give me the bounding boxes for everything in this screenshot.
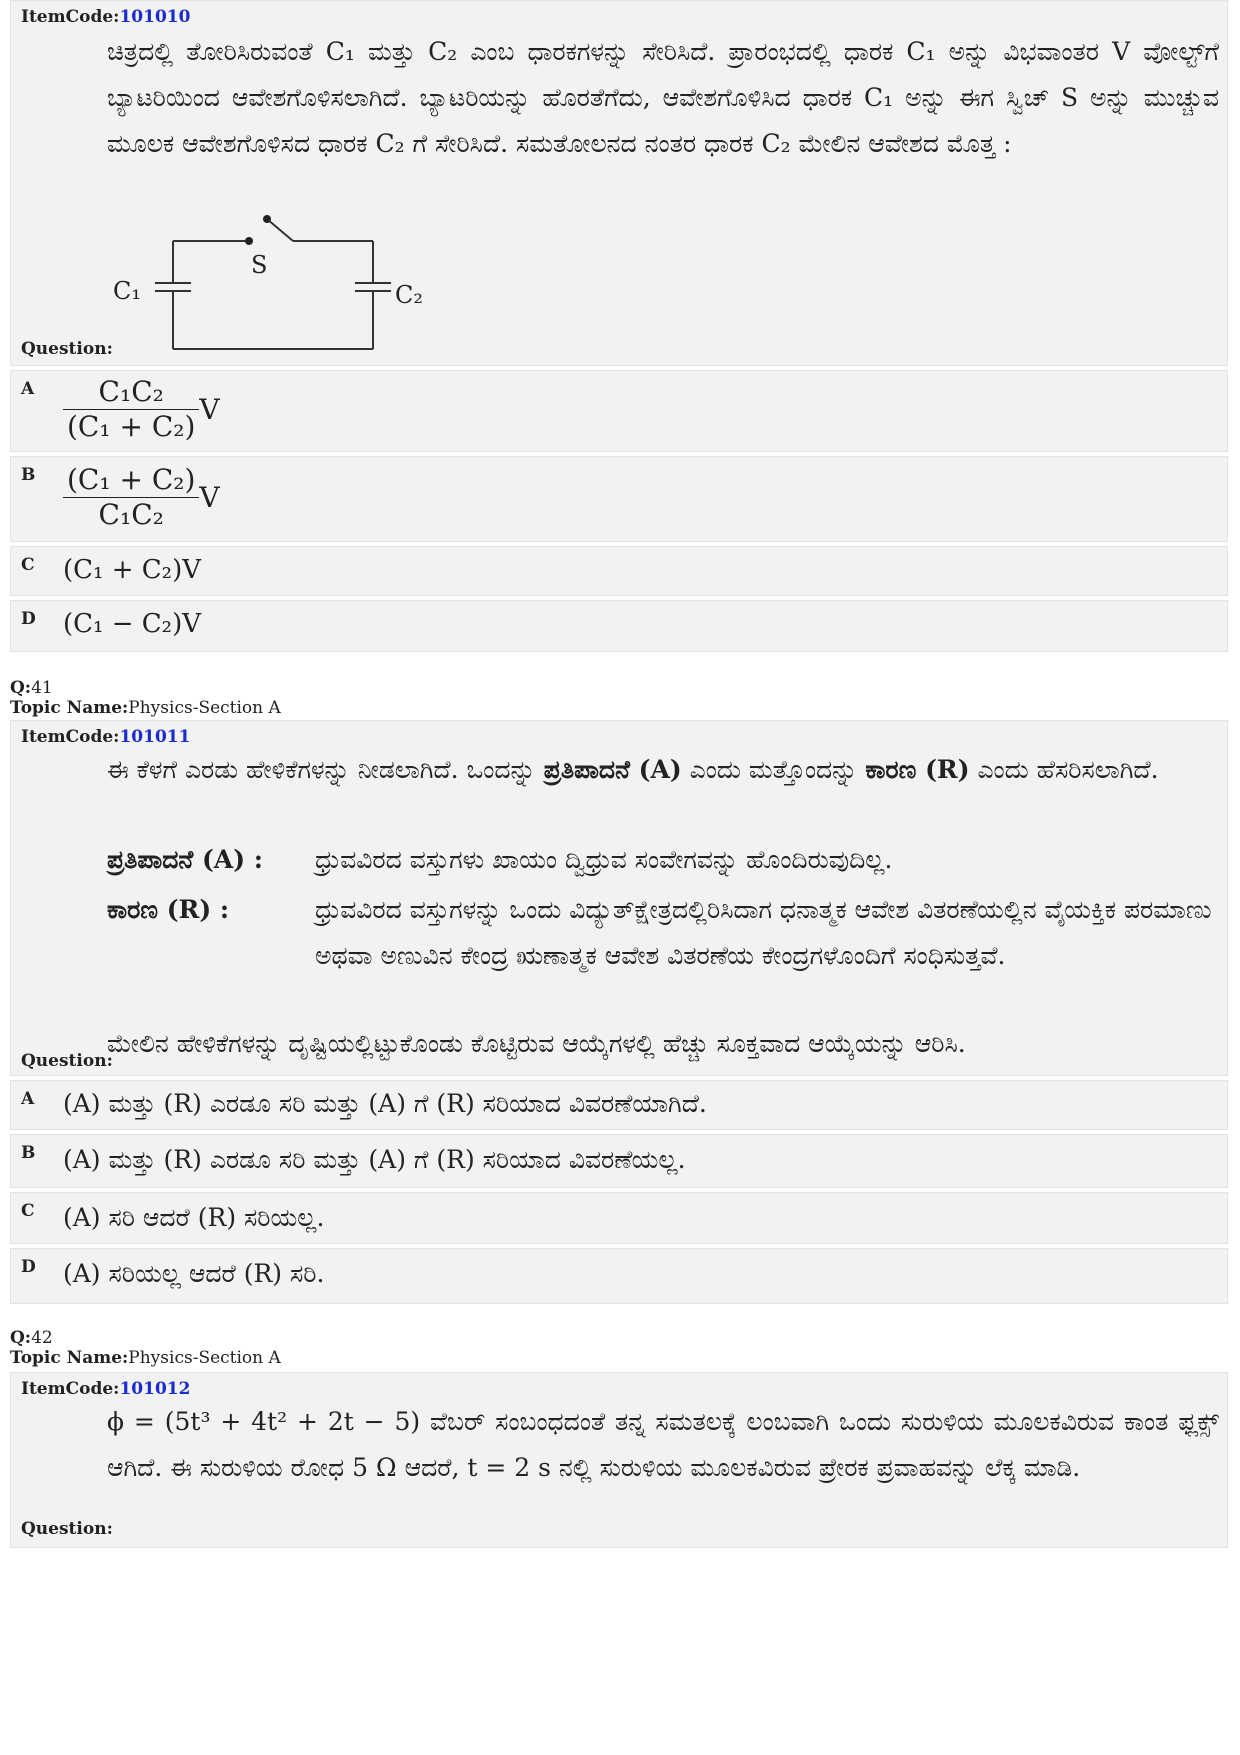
q40-option-d[interactable]	[10, 600, 1228, 652]
topic-name: Physics-Section A	[128, 698, 281, 718]
option-text: (A) ಮತ್ತು (R) ಎರಡೂ ಸರಿ ಮತ್ತು (A) ಗೆ (R) ಸರಿಯಾದ ವಿವರಣೆಯಲ್ಲ.	[63, 1145, 686, 1174]
denominator: (C₁ + C₂)	[67, 410, 196, 443]
option-letter: A	[21, 379, 35, 399]
q-number: 42	[31, 1328, 53, 1348]
q41-option-c[interactable]	[10, 1192, 1228, 1244]
option-text	[63, 375, 220, 444]
option-letter: B	[21, 465, 36, 485]
q40-item-code	[21, 7, 190, 27]
q-number: 41	[31, 678, 53, 698]
q41-prompt	[107, 1021, 1219, 1067]
q42-topic	[10, 1348, 281, 1368]
numerator: (C₁ + C₂)	[63, 463, 199, 498]
switch-contact-left	[245, 237, 253, 245]
q42-number	[10, 1328, 281, 1348]
topic-label: Topic Name:	[10, 698, 129, 718]
q41-prompt-text: ಮೇಲಿನ ಹೇಳಿಕೆಗಳನ್ನು ದೃಷ್ಟಿಯಲ್ಲಿಟ್ಟುಕೊಂಡು ಕೊಟ್ಟಿರುವ ಆಯ್ಕೆಗಳಲ್ಲಿ ಹೆಚ್ಚು ಸೂಕ್ತವಾದ ಆಯ್ಕೆಯನ್ನು ಆರಿಸಿ.	[107, 1029, 966, 1058]
option-letter: D	[21, 609, 36, 629]
switch-blade	[267, 219, 293, 241]
reason-text: ಧ್ರುವವಿರದ ವಸ್ತುಗಳನ್ನು ಒಂದು ವಿದ್ಯುತ್‌ಕ್ಷೇತ್ರದಲ್ಲಿರಿಸಿದಾಗ ಧನಾತ್ಮಕ ಆವೇಶ ವಿತರಣೆಯಲ್ಲಿನ ವೈಯಕ್ತಿಕ ಪರಮಾಣು ಅಥವಾ ಅಣುವಿನ ಕೇಂದ್ರ ಋಣಾತ್ಮಕ ಆವೇಶ ವಿತರಣೆಯ ಕೇಂದ್ರಗಳೊಂದಿಗೆ ಸಂಧಿಸುತ್ತವೆ.	[315, 895, 1212, 970]
q41-number	[10, 678, 281, 698]
q41-intro	[107, 747, 1219, 793]
c1-label: C₁	[113, 277, 141, 305]
q40-question-label: Question:	[21, 339, 113, 359]
q41-option-b[interactable]	[10, 1134, 1228, 1188]
option-letter: B	[21, 1143, 36, 1163]
q41-option-a[interactable]	[10, 1080, 1228, 1130]
q41-intro-text: ಈ ಕೆಳಗೆ ಎರಡು ಹೇಳಿಕೆಗಳನ್ನು ನೀಡಲಾಗಿದೆ. ಒಂದನ್ನು ಪ್ರತಿಪಾದನೆ (A) ಎಂದು ಮತ್ತೊಂದನ್ನು ಕಾರಣ (R) ಎಂದು ಹೆಸರಿಸಲಾಗಿದೆ.	[107, 755, 1159, 784]
option-letter: A	[21, 1089, 35, 1109]
q41-header	[10, 678, 281, 718]
q42-question-label: Question:	[21, 1519, 113, 1539]
q42-item-code	[21, 1379, 190, 1399]
topic-name: Physics-Section A	[128, 1348, 281, 1368]
switch-contact-top	[263, 215, 271, 223]
q42-stem	[107, 1399, 1219, 1491]
assertion-text: ಧ್ರುವವಿರದ ವಸ್ತುಗಳು ಖಾಯಂ ದ್ವಿಧ್ರುವ ಸಂವೇಗವನ್ನು ಹೊಂದಿರುವುದಿಲ್ಲ.	[315, 845, 893, 874]
assertion-label: ಪ್ರತಿಪಾದನೆ (A) :	[107, 845, 263, 874]
circuit-diagram	[103, 211, 443, 361]
q42-stem-box	[10, 1372, 1228, 1548]
fraction	[63, 463, 199, 532]
option-text: (C₁ + C₂)V	[63, 555, 202, 585]
fraction	[63, 375, 199, 444]
item-code-value: 101011	[119, 727, 191, 747]
fraction-suffix: V	[199, 393, 220, 426]
option-text	[63, 463, 220, 532]
fraction-suffix: V	[199, 481, 220, 514]
topic-label: Topic Name:	[10, 1348, 129, 1368]
option-letter: C	[21, 1201, 35, 1221]
q-label: Q:	[10, 1328, 32, 1348]
q40-option-a[interactable]	[10, 370, 1228, 452]
q42-header	[10, 1328, 281, 1368]
reason-label: ಕಾರಣ (R) :	[107, 895, 230, 924]
q40-stem-box	[10, 0, 1228, 366]
q-label: Q:	[10, 678, 32, 698]
option-letter: C	[21, 555, 35, 575]
option-letter: D	[21, 1257, 36, 1277]
item-code-value: 101010	[119, 7, 191, 27]
q41-item-code	[21, 727, 190, 747]
item-code-label: ItemCode:	[21, 1379, 120, 1399]
denominator: C₁C₂	[98, 498, 164, 531]
q41-assertion	[107, 837, 1219, 883]
q41-reason	[107, 887, 1219, 1027]
q41-question-label: Question:	[21, 1051, 113, 1071]
q41-stem-box	[10, 720, 1228, 1076]
q41-option-d[interactable]	[10, 1248, 1228, 1304]
q41-topic	[10, 698, 281, 718]
q40-stem	[107, 29, 1219, 167]
q40-option-c[interactable]	[10, 546, 1228, 596]
q42-stem-text: ϕ = (5t³ + 4t² + 2t − 5) ವೆಬರ್ ಸಂಬಂಧದಂತೆ ತನ್ನ ಸಮತಲಕ್ಕೆ ಲಂಬವಾಗಿ ಒಂದು ಸುರುಳಿಯ ಮೂಲಕವಿರುವ ಕಾಂತ ಫ್ಲಕ್ಸ್ ಆಗಿದೆ. ಈ ಸುರುಳಿಯ ರೋಧ 5 Ω ಆದರೆ, t = 2 s ನಲ್ಲಿ ಸುರುಳಿಯ ಮೂಲಕವಿರುವ ಪ್ರೇರಕ ಪ್ರವಾಹವನ್ನು ಲೆಕ್ಕ ಮಾಡಿ.	[107, 1407, 1219, 1482]
c2-label: C₂	[395, 281, 423, 309]
item-code-value: 101012	[119, 1379, 191, 1399]
q40-stem-text: ಚಿತ್ರದಲ್ಲಿ ತೋರಿಸಿರುವಂತೆ C₁ ಮತ್ತು C₂ ಎಂಬ ಧಾರಕಗಳನ್ನು ಸೇರಿಸಿದೆ. ಪ್ರಾರಂಭದಲ್ಲಿ ಧಾರಕ C₁ ಅನ್ನು ವಿಭವಾಂತರ V ವೋಲ್ಟ್‌ಗೆ ಬ್ಯಾಟರಿಯಿಂದ ಆವೇಶಗೊಳಿಸಲಾಗಿದೆ. ಬ್ಯಾಟರಿಯನ್ನು ಹೊರತೆಗೆದು, ಆವೇಶಗೊಳಿಸಿದ ಧಾರಕ C₁ ಅನ್ನು ಈಗ ಸ್ವಿಚ್ S ಅನ್ನು ಮುಚ್ಚುವ ಮೂಲಕ ಆವೇಶಗೊಳಿಸದ ಧಾರಕ C₂ ಗೆ ಸೇರಿಸಿದೆ. ಸಮತೋಲನದ ನಂತರ ಧಾರಕ C₂ ಮೇಲಿನ ಆವೇಶದ ಮೊತ್ತ :	[107, 37, 1219, 158]
option-text: (A) ಸರಿಯಲ್ಲ ಆದರೆ (R) ಸರಿ.	[63, 1259, 325, 1288]
q40-option-b[interactable]	[10, 456, 1228, 542]
item-code-label: ItemCode:	[21, 727, 120, 747]
switch-label: S	[251, 251, 268, 279]
item-code-label: ItemCode:	[21, 7, 120, 27]
option-text: (A) ಸರಿ ಆದರೆ (R) ಸರಿಯಲ್ಲ.	[63, 1203, 325, 1232]
option-text: (C₁ − C₂)V	[63, 609, 202, 639]
numerator: C₁C₂	[63, 375, 199, 410]
option-text: (A) ಮತ್ತು (R) ಎರಡೂ ಸರಿ ಮತ್ತು (A) ಗೆ (R) ಸರಿಯಾದ ವಿವರಣೆಯಾಗಿದೆ.	[63, 1089, 707, 1118]
